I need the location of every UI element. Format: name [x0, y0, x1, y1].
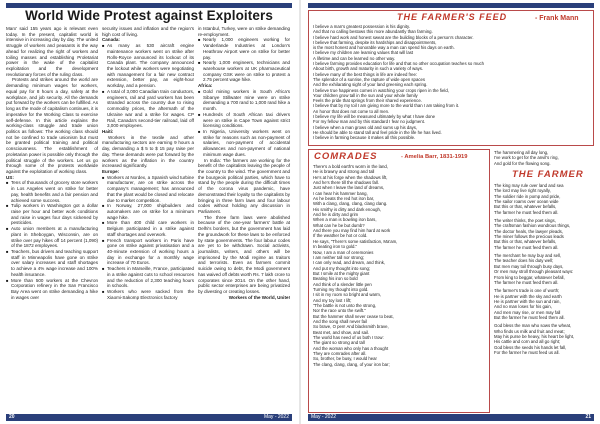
- verse-line: He says, "There's some satisfaction, Ma'am,: [313, 238, 398, 244]
- verse-line: I believe true happiness comes in watching your crops ripen in the field,: [313, 87, 449, 93]
- article-column-3: [198, 26, 290, 301]
- paragraph: ■ More than 500 workers at the Chevron Corporation refinery in the San Francisco Bay Area went on strike demanding a hike in wages over: [6, 278, 98, 301]
- verse-line: I've work to get for the anvil's ring,: [494, 155, 559, 161]
- paragraph: in Istanbul, Turkey, were on strike demanding re-employment.: [198, 26, 290, 37]
- verse-line: But this or that, whatever befalls,: [494, 204, 557, 210]
- stanza: [494, 218, 594, 253]
- verse-line: The miner follows the precious leads: [494, 234, 564, 240]
- verse-line: And men may rise, or men may fall: [494, 309, 561, 315]
- verse-line: He is partner with the sky and earth: [494, 293, 562, 299]
- verse-line: He should be able to stand tall and feel pride in the life he has lived.: [313, 129, 442, 135]
- article-column-1: [6, 26, 98, 301]
- verse-line: And he's there till the shadows fall.: [313, 180, 380, 186]
- verse-line: The farmer's trade is one of worth;: [494, 288, 560, 294]
- verse-line: The doctor heals, the lawyer pleads,: [494, 228, 564, 234]
- paragraph: ■ Tens of thousands of grocery store workers in Los Angeles went on strike for better pay, health benefits and a fair pension and achieved some success.: [6, 180, 98, 203]
- verse-line: The craftsman fashion wondrous things,: [494, 223, 571, 229]
- verse-line: With a clang, clang, clang, clang clang.: [313, 201, 388, 207]
- paragraph: In India: The farmers are working for the benefit of the capitalists leaving the people of the country to the wind. The government and the bourgeois political parties, which have to stand by the people during the difficult times of the corona virus pandemic, have demonstrated their loyalty to the capitalists by bringing in three farm laws and four labour codes without holding any discussion in Parliament.: [198, 157, 290, 214]
- header-rule: [308, 3, 594, 8]
- verse-line: I sit in my room so bright and warm,: [313, 292, 382, 298]
- poem-title: THE FARMER'S FEED: [397, 12, 508, 22]
- verse-line: Feels the pride that springs from their shared experience.: [313, 98, 422, 104]
- paragraph: Protests and strikes around the world are demanding minimum wages for workers, equal pay for 8 hours a day, safety at the workplace, and job security. All the demands put forward by the workers can be fulfilled. As long as the mode of capitalism continues, it is imperative for the Working Class to exercise self-defense. In this article explains the working-class struggle and trade union politics as follows: The working class should not be confined to trade unionism but must be granted political training and political consciousness. The establishment of proletarian power is possible only through the political struggle of the workers. Let us go through some of the protests worldwide against the exploitation of working class.: [6, 77, 98, 174]
- stanza: [494, 253, 594, 288]
- section-heading: Africa:: [198, 83, 213, 89]
- verse-line: But the hammer shall never cease to beat,: [313, 313, 394, 319]
- verse-line: The soldier ride in pomp and pride,: [494, 193, 561, 199]
- verse-line: For my fellow man and by this standard I fear no judgment.: [313, 119, 426, 125]
- section-heading: US:: [6, 174, 14, 180]
- verse-line: I can only read, and dream, and think,: [313, 260, 386, 266]
- verse-line: He is brawny and strong and tall: [313, 169, 375, 175]
- verse-line: I can hear his hammer bang,: [313, 190, 368, 196]
- left-footer: [6, 414, 292, 421]
- page-number: 20: [9, 414, 15, 420]
- verse-line: The teacher does his duty well;: [494, 258, 554, 264]
- verse-line: But this or that, whatever befalls,: [494, 239, 557, 245]
- verse-line: I believe my children are learning values that will last: [313, 50, 414, 56]
- stanza-gap: [494, 355, 594, 358]
- paragraph: ■ Hundreds of South African taxi drivers were on strike in Cape Town against strict licensing conditions.: [198, 112, 290, 129]
- verse-line: The farmer he must feed them all.: [494, 279, 559, 285]
- verse-line: And he is dirty and grim: [313, 212, 359, 218]
- verse-line: The writer thinks, the poet sings,: [494, 218, 556, 224]
- verse-line: And put my thought into song;: [313, 265, 371, 271]
- verse-line: I believe hard work and honest sweat are the building blocks of a person's character.: [313, 34, 474, 40]
- verse-line: He's at his forge when the shadows lift,: [313, 174, 388, 180]
- paragraph: ■ More than 400 child care workers in Belgium participated in a strike against staff shortages and overwork.: [102, 220, 194, 237]
- paragraph: Marx' said 155 years ago is relevant even today. In the present, capitalist world is intensive in increasing day by day. The united struggle of workers and peasants is the way ahead for realizing the right of workers and toiling masses and establishing Proletariat power in the wake of the capitalist exploitation and the development revolutionary forces of the ruling class.: [6, 26, 98, 77]
- paragraph: ■ Workers who were sacked from the Xiaomi-Sakomp Electronics factory: [102, 289, 194, 300]
- verse-line: In beating iron to gold.": [313, 244, 358, 250]
- paragraph: security issues and inflation and the region's high cost of living.: [102, 26, 194, 37]
- verse-line: When a man is bowling iron bars,: [313, 217, 377, 223]
- verse-line: Or men may stroll through pleasant ways:: [494, 269, 574, 275]
- verse-line: There's a bold earth's worm in the land,: [313, 164, 388, 169]
- issue-date: May - 2022: [311, 414, 337, 420]
- verse-line: The king may rule over land and sea: [494, 183, 564, 188]
- verse-line: As he beats the red hot iron bar,: [313, 196, 375, 202]
- verse-line: The giant so strong and tall: [313, 340, 365, 346]
- verse-line: I am neither tall nor strong;: [313, 254, 365, 260]
- verse-line: And the exhilarating sight of your land greening each spring.: [313, 82, 428, 88]
- page-number: 21: [585, 414, 591, 420]
- verse-line: God bless the seeds his hands let fall,: [494, 344, 567, 350]
- verse-line: I believe farming provides education for life and that no other occupation teaches so much: [313, 61, 485, 67]
- issue-date: May - 2022: [263, 414, 289, 420]
- poem-author: - Amelia Barr, 1831-1919: [401, 154, 468, 160]
- stanza: [494, 288, 594, 323]
- verse-line: Nor the race unto the swift.": [313, 308, 366, 314]
- verse-line: But I smile at the mighty giant: [313, 270, 370, 276]
- verse-line: And the woman who only has a thought: [313, 345, 389, 351]
- page-spine: [299, 0, 301, 424]
- paragraph: ■ Workers at Nordex, a Spanish wind turbine manufacturer, are on strike across the company's management; has announced that the plant would be closed and relocate due to market competition.: [102, 175, 194, 204]
- verse-line: Turning my thought into gold.: [313, 286, 369, 292]
- verse-line: They are comrades after all.: [313, 351, 367, 357]
- verse-line: If the weather be hot or cold.: [313, 233, 368, 239]
- paragraph: ■ A total of 3,000 Canadian train conductors, engineers, rail and yard workers has been stranded across the country due to rising commodity prices, the aftermath of the Ukraine war and a strike for wages. CP Rail, Canada's second-tier railroad, laid off 3,000 employees.: [102, 89, 194, 129]
- verse-line: The world has need of us both I trow:: [313, 335, 384, 340]
- verse-line: About birth, growth and maturity in such a variety of ways.: [313, 66, 424, 72]
- verse-line: And my toy lost I lift;: [313, 297, 352, 303]
- verse-line: Beating his iron so bold: [313, 276, 358, 282]
- paragraph: The three farm laws were abolished because of the one-year farmers' battle at Delhi's borders, but the government has laid the groundwork for these laws to be enforced by state governments. The four labour codes are yet to be withdrawn. Social activists, journalists, writers, and others will be imprisoned by the Modi regime as traitors and terrorists. Even as farmers commit suicide owing to debt, the Modi government has waived off debts worth Rs. 7 lakh crore to corporates since 2014. On the other hand, public sector enterprises are being privatized by divesting or creating losses.: [198, 214, 290, 295]
- verse-line: I believe that farming, despite its hardships and disappointments,: [313, 39, 437, 45]
- article-headline: World Wide Protest against Exploiters: [25, 8, 273, 23]
- verse-line: A lifetime and can be learned no other way.: [313, 55, 396, 61]
- section-heading: Workers of the World, Unite!: [228, 294, 290, 300]
- poem-verse: [313, 24, 591, 141]
- verse-line: The farmer he must feed them all.: [494, 244, 559, 250]
- verse-line: Who finds us milk and fruit and meat;: [494, 328, 565, 334]
- verse-line: So brave, O pen! And blacksmith brave,: [313, 324, 389, 330]
- paragraph: ■ French transport workers in Paris have gone on strike against privatisation and a 40-minute extension of working hours a day in exchange for a monthly wage increase of 70 Euros.: [102, 238, 194, 267]
- poem-farmers-feed: [308, 10, 594, 146]
- section-heading: Haiti:: [102, 128, 114, 134]
- verse-line: The hammering all day long,: [494, 150, 549, 155]
- verse-line: So, brother, be busy, I would hear: [313, 356, 377, 362]
- verse-line: The merchant he may buy and sell,: [494, 253, 562, 259]
- verse-line: The clang, clang, clang, of your iron bar;: [313, 361, 390, 367]
- verse-line: Now, I am a man of ceremonies: [313, 249, 374, 255]
- verse-line: He is partner with the sun and rain,: [494, 298, 561, 304]
- verse-line: The lord may live right royally,: [494, 188, 551, 194]
- verse-line: I believe many of the best things in life are indeed free:: [313, 71, 418, 77]
- verse-line: What can he be but dumb?: [313, 222, 365, 228]
- verse-line: The farmer he must feed them all.: [494, 209, 559, 215]
- section-heading: Canada:: [102, 37, 120, 43]
- verse-line: Beat met, and show, and sail.: [313, 329, 370, 335]
- poem-comrades: [308, 149, 490, 413]
- paragraph: ■ Gold mining workers in South Africa's Sibanye Stillwater mine were on strike demanding a 700 rand to 1,000 rand hike a month.: [198, 89, 290, 112]
- paragraph: ■ In Norway, 27,000 shipbuilders and automakers are on strike for a minimum wage hike.: [102, 203, 194, 220]
- verse-line: I believe that by my toil I am giving more to the world than I am taking from it.: [313, 103, 460, 109]
- paragraph: ■ Nearly 1,000 engineers, technicians and warehouse workers at UK pharmaceutical company GSK were on strike to protest a 2.75 percent wage hike.: [198, 60, 290, 83]
- verse-line: And that no calling bestows this more abundantly than farming.: [313, 29, 433, 35]
- paragraph: ■ Tulip workers in Washington got a dollar raise per hour and better work conditions and raise in wages four days sickened by pesticides.: [6, 203, 98, 226]
- verse-line: His smithy is dirty and dark enough,: [313, 206, 382, 212]
- verse-line: But the farmer he must feed them all.: [494, 314, 565, 320]
- verse-line: Your children grow tall in the sun and your whole family: [313, 92, 418, 98]
- paragraph: ■ As many as 530 aircraft engine maintenance workers went on strike after Rolls-Royce announced its lockout of its Canada plant. The company announced the lockout while workers were negotiating with management for a fair new contract extension, better pay, an eight-hour workday, and a pension.: [102, 43, 194, 89]
- paragraph: ■ Nearly 1,000 engineers working for Vanderlande Industries at London's Heathrow Airport were on strike for better pay.: [198, 37, 290, 60]
- paragraph: ■ Teachers in Marseille, France, participated in a strike against cuts to school resources and the reduction of 2,300 teaching hours in schools.: [102, 266, 194, 289]
- verse-line: For the farmer he must feed us all.: [494, 349, 560, 355]
- poem-verse: [494, 183, 594, 358]
- poem-title: THE FARMER: [512, 169, 584, 180]
- stanza: [494, 183, 594, 218]
- verse-line: I believe a man's greatest possession is his dignity.: [313, 24, 410, 29]
- verse-line: And gold for the flowing song.: [494, 160, 551, 166]
- verse-line: But men may toil through busy days,: [494, 263, 564, 269]
- paragraph: Workers in the textile and other manufacturing sectors are earning 9 hours a day, demanding a $ 5 to $ 15 pay raise per day. These demands were put forward by the workers as the inflation in the country increased significantly.: [102, 134, 194, 169]
- verse-line: And there you may find him hard at work: [313, 228, 391, 234]
- verse-line: An honor that does not come to all men.: [313, 108, 390, 114]
- poem-author: - Frank Mann: [535, 15, 579, 22]
- paragraph: ■ Auto union members at a manufacturing plant in Sheboygan, Wisconsin, are on strike over pay hikes off 14 percent (1,090) of the 1872 employees.: [6, 226, 98, 249]
- poem-title: COMRADES: [314, 151, 378, 162]
- verse-line: "The battle is not unto the strong,: [313, 302, 377, 308]
- verse-line: The splendor of a sunrise, the rapture of wide open spaces: [313, 76, 426, 82]
- article-column-2: [102, 26, 194, 301]
- poem-verse-continued: [494, 150, 594, 166]
- verse-line: The sailor roams over ocean wide: [494, 199, 559, 205]
- poem-the-farmer: [492, 168, 594, 413]
- paragraph: ■ In Nigeria, University workers went on strike for reasons such as non-payment of salaries, non-payment of accidental allowances and non-payment of national minimum wage dues.: [198, 129, 290, 158]
- verse-line: From king to beggar, whatever befall,: [494, 274, 565, 280]
- verse-line: I believe in farming because it makes all this possible.: [313, 135, 416, 141]
- verse-line: May his purse be heavy, his heart be light,: [494, 333, 575, 339]
- verse-line: I believe when a man grows old and sums up his days,: [313, 124, 418, 130]
- verse-line: I believe my life will be measured ultimately by what I have done: [313, 114, 436, 120]
- verse-line: His cattle and corn and all go right;: [494, 339, 561, 345]
- verse-line: Just when I leave the land of dreams,: [313, 185, 385, 191]
- stanza: [494, 323, 594, 358]
- left-page: [0, 0, 298, 424]
- section-heading: Europe:: [102, 168, 120, 174]
- poem-verse: [313, 164, 401, 367]
- right-footer: [308, 414, 594, 421]
- verse-line: is the most honest and honorable way a man can spend his days on earth.: [313, 45, 455, 51]
- verse-line: And think of a slender little pen: [313, 281, 372, 287]
- verse-line: And no man loses for his gain,: [494, 304, 552, 310]
- paragraph: ■ Teachers, bus drivers and teaching support staff in Minneapolis have gone on strike over salary increases and staff shortages to achieve a 4% wage increase and 100% health insurance.: [6, 249, 98, 278]
- verse-line: God bless the man who sows the wheat,: [494, 323, 572, 329]
- right-page: [302, 0, 600, 424]
- verse-line: And the song shall never fail: [313, 318, 367, 324]
